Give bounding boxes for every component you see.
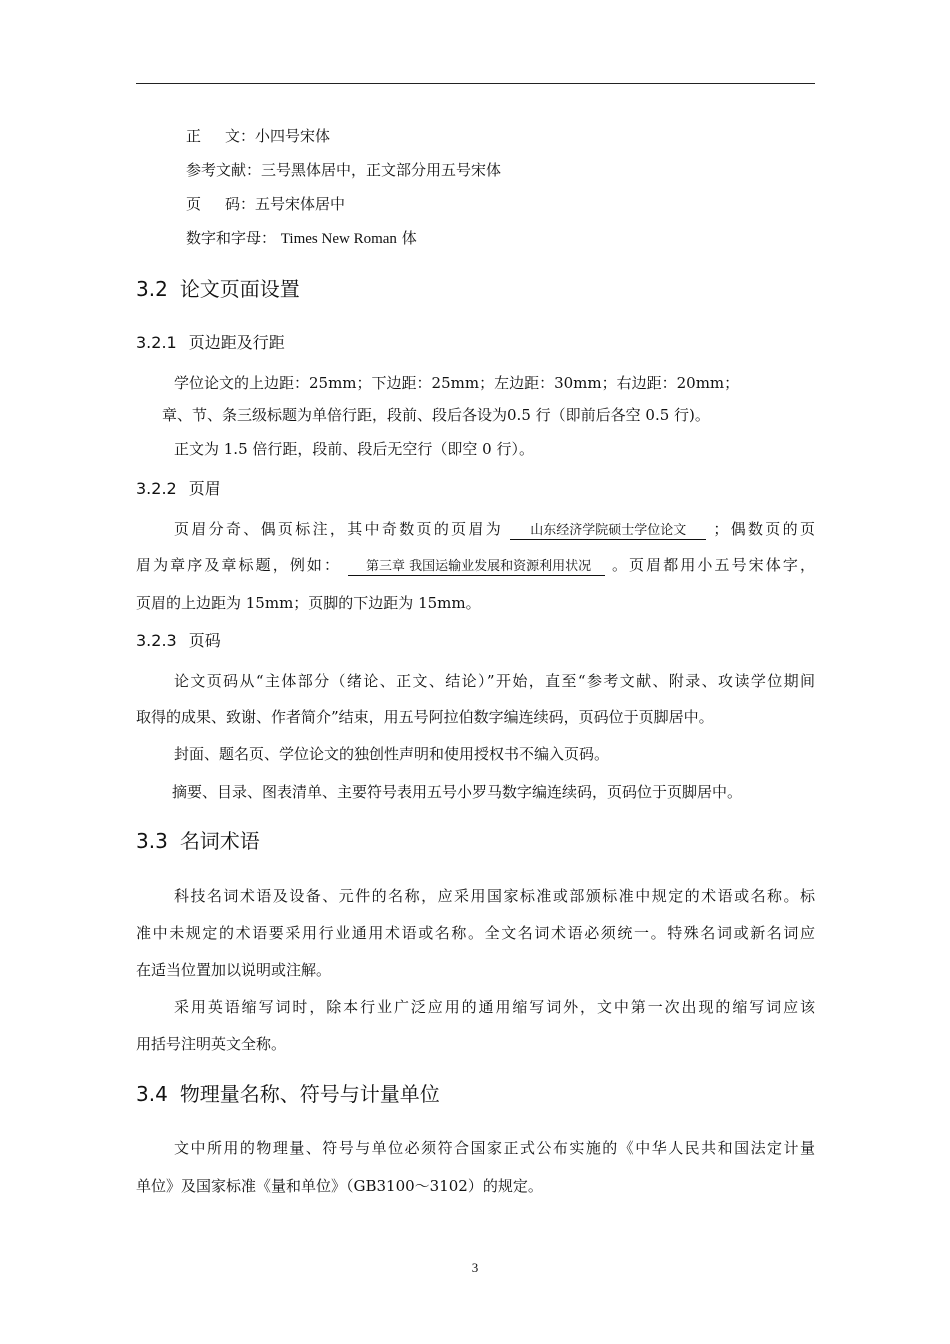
paragraph-header-line-1: 页眉分奇、偶页标注，其中奇数页的页眉为 山东经济学院硕士学位论文 ；偶数页的页 bbox=[174, 520, 815, 538]
section-heading-3-3: 3.3 名词术语 bbox=[136, 829, 260, 853]
paragraph-units-line-1: 文中所用的物理量、符号与单位必须符合国家正式公布实施的《中华人民共和国法定计量 bbox=[174, 1139, 815, 1157]
header-rule bbox=[136, 83, 815, 84]
paragraph-page-number-line-3: 封面、题名页、学位论文的独创性声明和使用授权书不编入页码。 bbox=[174, 745, 610, 763]
paragraph-units-line-2: 单位》及国家标准《量和单位》（GB3100～3102）的规定。 bbox=[136, 1177, 543, 1195]
paragraph-header-line-3: 页眉的上边距为 15mm；页脚的下边距为 15mm。 bbox=[136, 594, 481, 612]
paragraph-page-number-line-2: 取得的成果、致谢、作者简介”结束，用五号阿拉伯数字编连续码，页码位于页脚居中。 bbox=[136, 708, 714, 726]
paragraph-page-number-line-4: 摘要、目录、图表清单、主要符号表用五号小罗马数字编连续码，页码位于页脚居中。 bbox=[172, 783, 743, 801]
paragraph-body-spacing: 正文为 1.5 倍行距，段前、段后无空行（即空 0 行）。 bbox=[174, 440, 534, 458]
font-line-numbers: 数字和字母： Times New Roman 体 bbox=[186, 229, 417, 247]
paragraph-margins: 学位论文的上边距：25mm；下边距：25mm；左边距：30mm；右边距：20mm； bbox=[174, 374, 740, 392]
font-line-references: 参考文献：三号黑体居中，正文部分用五号宋体 bbox=[186, 161, 502, 179]
odd-page-header-example: 山东经济学院硕士学位论文 bbox=[510, 523, 706, 540]
paragraph-heading-spacing: 章、节、条三级标题为单倍行距，段前、段后各设为0.5 行（即前后各空 0.5 行)。 bbox=[162, 406, 710, 424]
section-heading-3-2-1: 3.2.1 页边距及行距 bbox=[136, 333, 285, 352]
font-line-page-number: 页 码：五号宋体居中 bbox=[186, 195, 346, 213]
paragraph-terms-line-5: 用括号注明英文全称。 bbox=[136, 1035, 287, 1053]
section-heading-3-2-2: 3.2.2 页眉 bbox=[136, 479, 221, 498]
page-number: 3 bbox=[471, 1260, 479, 1275]
section-heading-3-2: 3.2 论文页面设置 bbox=[136, 277, 300, 301]
paragraph-terms-line-3: 在适当位置加以说明或注解。 bbox=[136, 961, 332, 979]
section-heading-3-4: 3.4 物理量名称、符号与计量单位 bbox=[136, 1082, 440, 1106]
paragraph-header-line-2: 眉为章序及章标题，例如： 第三章 我国运输业发展和资源利用状况 。页眉都用小五号宋体字， bbox=[136, 556, 815, 574]
paragraph-terms-line-2: 准中未规定的术语要采用行业通用术语或名称。全文名词术语必须统一。特殊名词或新名词应 bbox=[136, 924, 815, 942]
paragraph-terms-line-1: 科技名词术语及设备、元件的名称，应采用国家标准或部颁标准中规定的术语或名称。标 bbox=[174, 887, 815, 905]
paragraph-terms-line-4: 采用英语缩写词时，除本行业广泛应用的通用缩写词外，文中第一次出现的缩写词应该 bbox=[174, 998, 815, 1016]
font-line-body: 正 文：小四号宋体 bbox=[186, 127, 331, 145]
section-heading-3-2-3: 3.2.3 页码 bbox=[136, 631, 221, 650]
even-page-header-example: 第三章 我国运输业发展和资源利用状况 bbox=[348, 559, 605, 576]
paragraph-page-number-line-1: 论文页码从“主体部分（绪论、正文、结论）”开始，直至“参考文献、附录、攻读学位期间 bbox=[174, 672, 815, 690]
